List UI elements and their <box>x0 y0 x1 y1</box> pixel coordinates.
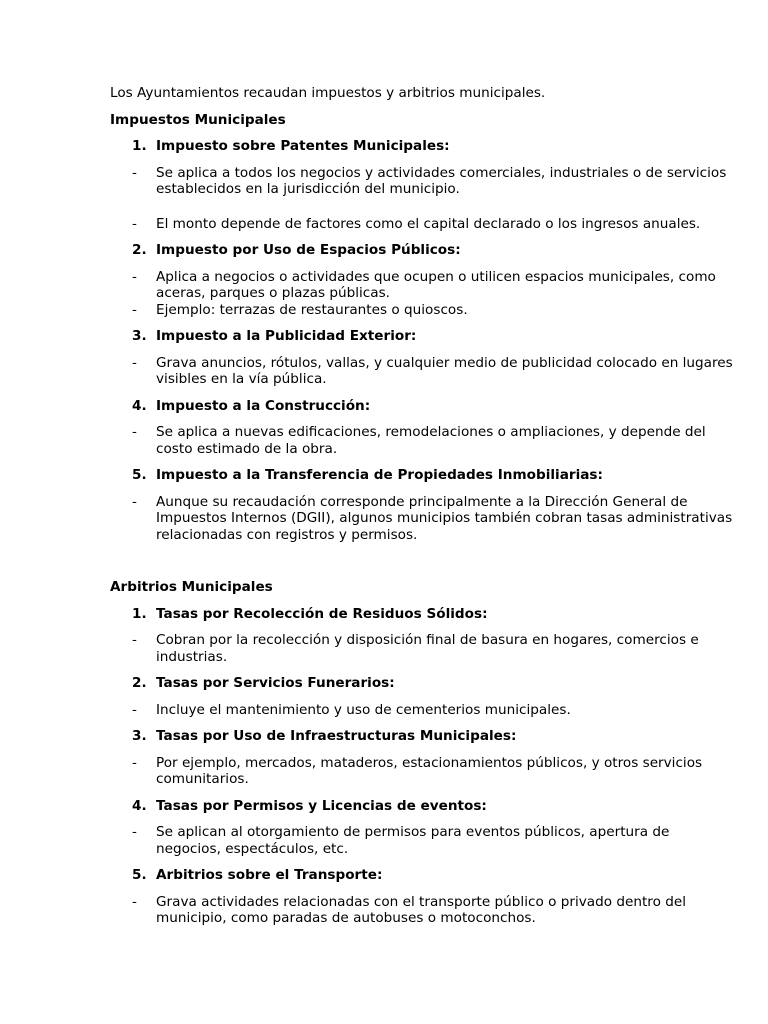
arbitrio-item-5 <box>110 867 735 884</box>
item-number: 5. <box>132 467 147 483</box>
bullet-item <box>110 894 735 927</box>
bullet-text: Grava anuncios, rótulos, vallas, y cualquier medio de publicidad colocado en lugares visibles en la vía pública. <box>156 354 733 387</box>
bullet-text: Se aplican al otorgamiento de permisos para eventos públicos, apertura de negocios, espectáculos, etc. <box>156 824 670 857</box>
impuesto-item-4 <box>110 398 735 415</box>
dash-marker: - <box>132 493 137 510</box>
bullet-text: Cobran por la recolección y disposición final de basura en hogares, comercios e industrias. <box>156 632 699 665</box>
item-number: 4. <box>132 797 147 814</box>
item-number: 1. <box>132 138 147 154</box>
item-number: 3. <box>132 328 147 344</box>
dash-marker: - <box>132 268 137 285</box>
section-heading-arbitrios: Arbitrios Municipales <box>110 579 273 595</box>
dash-marker: - <box>132 701 137 718</box>
dash-marker: - <box>132 632 137 648</box>
bullet-text: El monto depende de factores como el capital declarado o los ingresos anuales. <box>156 215 701 232</box>
bullet-item <box>110 632 735 665</box>
arbitrio-item-2 <box>110 675 735 692</box>
bullet-item <box>110 755 735 788</box>
bullet-item <box>110 165 735 198</box>
bullet-text: Ejemplo: terrazas de restaurantes o quioscos. <box>156 301 468 318</box>
item-title: Tasas por Servicios Funerarios: <box>156 675 395 691</box>
dash-marker: - <box>132 164 137 181</box>
item-title: Arbitrios sobre el Transporte: <box>156 867 383 883</box>
document-page <box>110 85 735 937</box>
arbitrio-item-1 <box>110 606 735 623</box>
dash-marker: - <box>132 824 137 840</box>
bullet-item <box>110 494 735 544</box>
impuesto-item-2 <box>110 242 735 259</box>
item-title: Tasas por Uso de Infraestructuras Municipales: <box>156 728 517 744</box>
item-number: 5. <box>132 867 147 883</box>
impuesto-item-3 <box>110 328 735 345</box>
item-number: 3. <box>132 728 147 744</box>
bullet-item <box>110 269 735 302</box>
item-number: 1. <box>132 605 147 622</box>
item-number: 2. <box>132 675 147 691</box>
impuesto-item-1 <box>110 138 735 155</box>
arbitrio-item-4 <box>110 798 735 815</box>
item-title: Tasas por Permisos y Licencias de eventos: <box>156 797 487 814</box>
arbitrio-item-3 <box>110 728 735 745</box>
bullet-text: Por ejemplo, mercados, mataderos, estacionamientos públicos, y otros servicios comunitarios. <box>156 754 703 787</box>
bullet-item <box>110 424 735 457</box>
bullet-text: Grava actividades relacionadas con el transporte público o privado dentro del municipio, como paradas de autobuses o motoconchos. <box>156 893 687 926</box>
dash-marker: - <box>132 754 137 771</box>
bullet-item <box>110 824 735 857</box>
bullet-item <box>110 702 735 719</box>
bullet-text: Se aplica a todos los negocios y actividades comerciales, industriales o de servicios establecidos en la jurisdicción del municipio. <box>156 164 727 197</box>
dash-marker: - <box>132 424 137 440</box>
item-title: Tasas por Recolección de Residuos Sólidos: <box>156 605 488 622</box>
dash-marker: - <box>132 215 137 232</box>
bullet-item <box>110 216 735 233</box>
dash-marker: - <box>132 301 137 318</box>
bullet-item <box>110 302 735 319</box>
impuesto-item-5 <box>110 467 735 484</box>
item-title: Impuesto por Uso de Espacios Públicos: <box>156 242 461 258</box>
section-heading-impuestos: Impuestos Municipales <box>110 111 286 128</box>
item-title: Impuesto a la Publicidad Exterior: <box>156 328 417 344</box>
item-title: Impuesto sobre Patentes Municipales: <box>156 138 450 154</box>
bullet-item <box>110 355 735 388</box>
bullet-text: Aplica a negocios o actividades que ocupen o utilicen espacios municipales, como aceras, parques o plazas públicas. <box>156 268 716 301</box>
item-title: Impuesto a la Transferencia de Propiedades Inmobiliarias: <box>156 467 603 483</box>
item-title: Impuesto a la Construcción: <box>156 397 371 414</box>
bullet-text: Se aplica a nuevas edificaciones, remodelaciones o ampliaciones, y depende del costo estimado de la obra. <box>156 424 706 457</box>
bullet-text: Aunque su recaudación corresponde principalmente a la Dirección General de Impuestos Internos (DGII), algunos municipios también cobran tasas administrativas relacionadas con registros y permisos. <box>156 493 733 543</box>
intro-paragraph: Los Ayuntamientos recaudan impuestos y arbitrios municipales. <box>110 85 546 101</box>
dash-marker: - <box>132 354 137 371</box>
item-number: 2. <box>132 242 147 258</box>
bullet-text: Incluye el mantenimiento y uso de cementerios municipales. <box>156 701 571 718</box>
item-number: 4. <box>132 397 147 414</box>
dash-marker: - <box>132 893 137 910</box>
